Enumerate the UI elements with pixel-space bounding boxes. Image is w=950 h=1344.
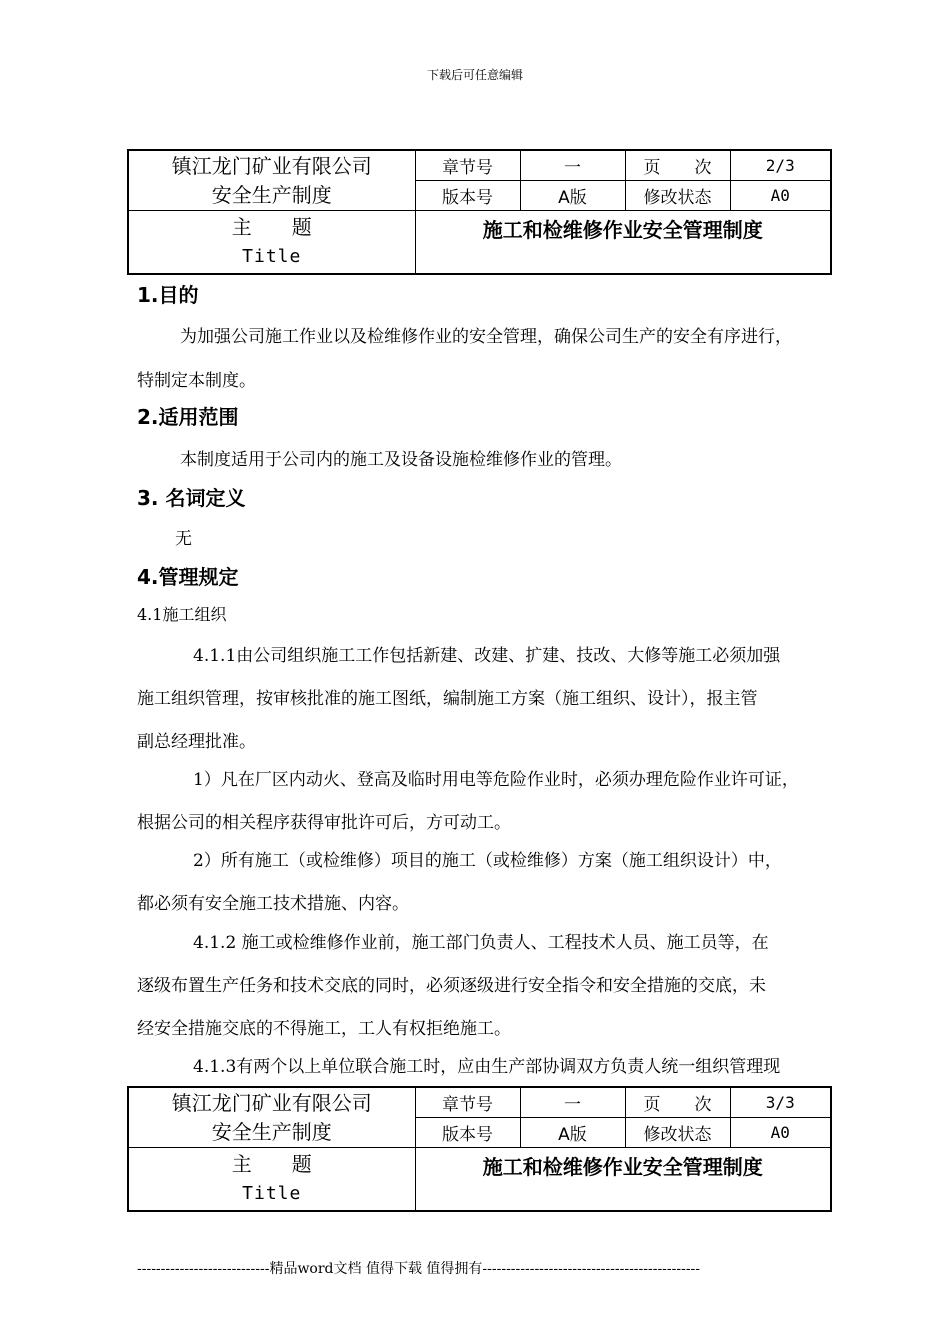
status-label: 修改状态 bbox=[625, 1118, 730, 1148]
paragraph-line: 为加强公司施工作业以及检维修作业的安全管理，确保公司生产的安全有序进行， bbox=[180, 327, 792, 347]
section-2-heading: 2.适用范围 bbox=[137, 405, 239, 429]
status-label: 修改状态 bbox=[625, 181, 730, 211]
status-value: A0 bbox=[730, 1118, 831, 1148]
company-cell bbox=[128, 150, 415, 211]
subject-en: Title bbox=[242, 1183, 302, 1204]
document-header-table bbox=[127, 149, 832, 275]
paragraph-line: 本制度适用于公司内的施工及设备设施检维修作业的管理。 bbox=[180, 450, 622, 470]
paragraph-line: 无 bbox=[175, 529, 192, 549]
document-header-table bbox=[127, 1086, 832, 1212]
chapter-label: 章节号 bbox=[415, 150, 520, 181]
top-note: 下载后可任意编辑 bbox=[426, 68, 523, 82]
version-label: 版本号 bbox=[415, 181, 520, 211]
subject-cell bbox=[128, 211, 415, 275]
subject-label: 主 题 bbox=[231, 1152, 312, 1176]
page-label: 页 次 bbox=[625, 150, 730, 181]
paragraph-line: 1）凡在厂区内动火、登高及临时用电等危险作业时，必须办理危险作业许可证， bbox=[193, 770, 799, 790]
subsection-4-1-heading: 4.1施工组织 bbox=[137, 605, 227, 624]
paragraph-line: 2）所有施工（或检维修）项目的施工（或检维修）方案（施工组织设计）中， bbox=[193, 851, 782, 871]
subject-en: Title bbox=[242, 246, 302, 267]
subject-label: 主 题 bbox=[231, 215, 312, 239]
company-name: 镇江龙门矿业有限公司 bbox=[171, 153, 372, 178]
version-label: 版本号 bbox=[415, 1118, 520, 1148]
system-name: 安全生产制度 bbox=[211, 1119, 332, 1144]
company-cell bbox=[128, 1087, 415, 1148]
paragraph-line: 根据公司的相关程序获得审批许可后，方可动工。 bbox=[137, 813, 511, 833]
paragraph-line: 都必须有安全施工技术措施、内容。 bbox=[137, 894, 409, 914]
paragraph-line: 副总经理批准。 bbox=[137, 732, 256, 752]
page-value: 2/3 bbox=[730, 150, 831, 181]
version-value: A版 bbox=[520, 1118, 625, 1148]
section-1-heading: 1.目的 bbox=[137, 283, 199, 307]
paragraph-line: 逐级布置生产任务和技术交底的同时，必须逐级进行安全指令和安全措施的交底，未 bbox=[137, 976, 766, 996]
status-value: A0 bbox=[730, 181, 831, 211]
subject-cell bbox=[128, 1148, 415, 1212]
version-value: A版 bbox=[520, 181, 625, 211]
chapter-value: 一 bbox=[520, 150, 625, 181]
page-label: 页 次 bbox=[625, 1087, 730, 1118]
chapter-label: 章节号 bbox=[415, 1087, 520, 1118]
paragraph-line: 施工组织管理，按审核批准的施工图纸，编制施工方案（施工组织、设计），报主管 bbox=[137, 689, 758, 709]
page-value: 3/3 bbox=[730, 1087, 831, 1118]
section-4-heading: 4.管理规定 bbox=[137, 565, 239, 589]
document-title: 施工和检维修作业安全管理制度 bbox=[415, 1148, 831, 1212]
paragraph-line: 4.1.1由公司组织施工工作包括新建、改建、扩建、技改、大修等施工必须加强 bbox=[193, 646, 781, 666]
paragraph-line: 4.1.3有两个以上单位联合施工时，应由生产部协调双方负责人统一组织管理现 bbox=[193, 1057, 781, 1077]
chapter-value: 一 bbox=[520, 1087, 625, 1118]
section-3-heading: 3. 名词定义 bbox=[137, 486, 246, 510]
document-title: 施工和检维修作业安全管理制度 bbox=[415, 211, 831, 275]
paragraph-line: 经安全措施交底的不得施工，工人有权拒绝施工。 bbox=[137, 1019, 511, 1039]
system-name: 安全生产制度 bbox=[211, 182, 332, 207]
company-name: 镇江龙门矿业有限公司 bbox=[171, 1090, 372, 1115]
paragraph-line: 特制定本制度。 bbox=[137, 371, 256, 391]
footer-note: ----------------------------精品word文档 值得下载 值得拥有---------------------------------------------- bbox=[137, 1261, 701, 1277]
paragraph-line: 4.1.2 施工或检维修作业前，施工部门负责人、工程技术人员、施工员等，在 bbox=[193, 933, 769, 953]
